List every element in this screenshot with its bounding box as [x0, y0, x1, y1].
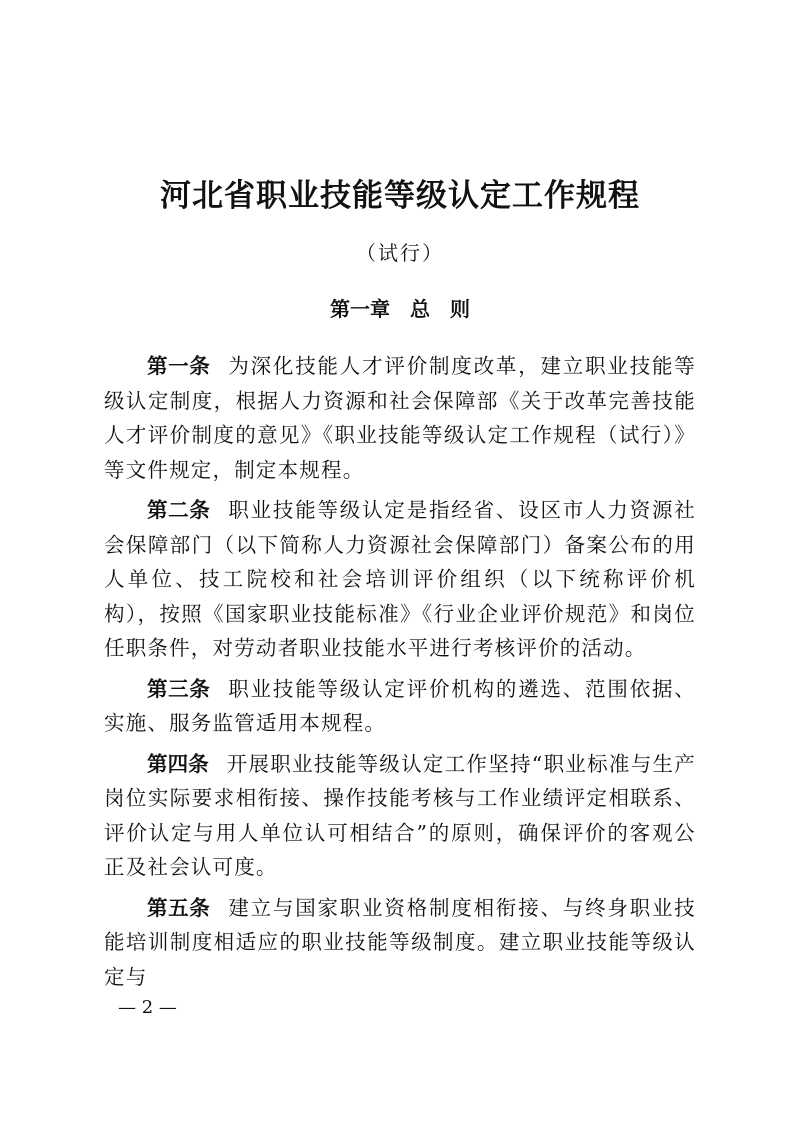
article-1: [104, 349, 696, 487]
article-text: 建立与国家职业资格制度相衔接、与终身职业技能培训制度相适应的职业技能等级制度。建立职业技能等级认定与: [104, 895, 697, 989]
article-text: 为深化技能人才评价制度改革，建立职业技能等级认定制度，根据人力资源和社会保障部《关于改革完善技能人才评价制度的意见》《职业技能等级认定工作规程（试行）》等文件规定，制定本规程。: [104, 354, 697, 482]
article-label: 第三条: [147, 676, 211, 701]
document-subtitle: （试行）: [356, 241, 444, 265]
article-2: [104, 493, 696, 666]
document-body: [104, 349, 696, 1000]
article-5: [104, 891, 696, 995]
article-label: 第二条: [147, 498, 211, 522]
article-text: 职业技能等级认定是指经省、设区市人力资源社会保障部门（以下简称人力资源社会保障部门）备案公布的用人单位、技工院校和社会培训评价组织（以下统称评价机构），按照《国家职业技能标准》《行业企业评价规范》和岗位任职条件，对劳动者职业技能水平进行考核评价的活动。: [104, 498, 697, 660]
document-title: 河北省职业技能等级认定工作规程: [160, 178, 640, 214]
article-text: 职业技能等级认定评价机构的遴选、范围依据、实施、服务监管适用本规程。: [104, 676, 697, 735]
chapter-heading: 第一章 总 则: [330, 297, 470, 321]
article-label: 第五条: [147, 895, 211, 920]
article-4: [104, 747, 696, 885]
article-label: 第一条: [147, 354, 211, 378]
article-label: 第四条: [147, 751, 209, 776]
article-text: 开展职业技能等级认定工作坚持“职业标准与生产岗位实际要求相衔接、操作技能考核与工作业绩评定相联系、评价认定与用人单位认可相结合”的原则，确保评价的客观公正及社会认可度。: [104, 751, 696, 879]
article-3: [104, 672, 696, 741]
page-number: — 2 —: [118, 997, 177, 1018]
